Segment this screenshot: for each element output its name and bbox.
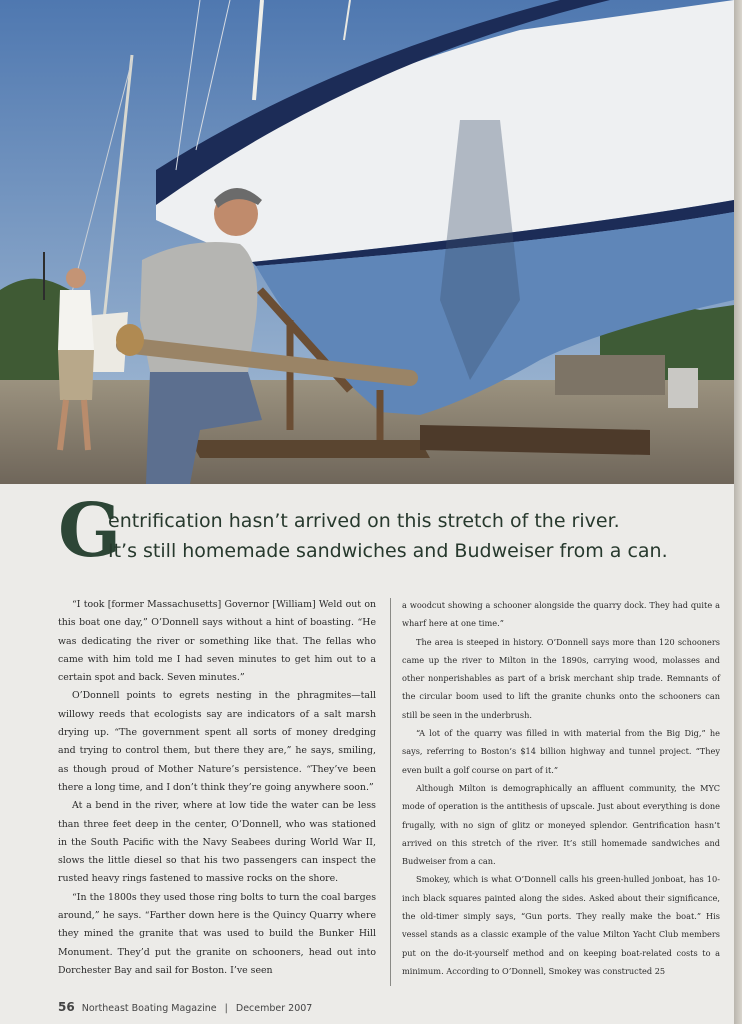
page-number: 56 — [58, 1000, 75, 1014]
paragraph: Although Milton is demographically an affluent community, the MYC mode of operation is the antithesis of upscale. Just about everything is done frugally, with no sign of glitz or moneyed splendor. Gentrification hasn’t arrived on this stretch of the river. It’s still homemade sandwiches and Budweiser from a can. — [402, 782, 720, 867]
second-man-leg — [84, 400, 88, 450]
boat-photo — [0, 0, 734, 484]
background-chair — [668, 368, 698, 408]
column-divider — [390, 598, 391, 986]
issue-date: December 2007 — [235, 1003, 313, 1014]
page-footer — [58, 1000, 312, 1014]
paragraph: Smokey, which is what O’Donnell calls his green-hulled jonboat, has 10-inch black squares painted along the sides. Asked about their significance, the old-timer simply says, “Gun ports. They really make the boat.” His vessel stands as a classic example of the value Milton Yacht Club members put on the do-it-yourself method and on keeping boat-related costs to a minimum. According to O’Donnell, Smokey was constructed 25 — [402, 874, 720, 976]
paragraph: “I took [former Massachusetts] Governor [William] Weld out on this boat one day,” O’Donnell says without a hint of boasting. “He was dedicating the river or something like that. The fellas who came with him told me I had seven minutes to get him out to a certain spot and back. Seven minutes.” — [58, 599, 376, 684]
pull-quote — [58, 488, 718, 580]
magazine-name: Northeast Boating Magazine — [81, 1003, 217, 1014]
background-vehicle — [555, 355, 665, 395]
paragraph: “In the 1800s they used those ring bolts to turn the coal barges around,” he says. “Farther down here is the Quincy Quarry where they mined the granite that was used to build the Bunker Hill Monument. They’d put the granite on schooners, head out into Dorchester Bay and sail for Boston. I’ve seen — [58, 891, 376, 976]
cradle-base — [190, 440, 430, 458]
paragraph: At a bend in the river, where at low tide the water can be less than three feet deep in the center, O’Donnell, who was stationed in the South Pacific with the Navy Seabees during World War II, slows the little diesel so that his two passengers can inspect the rusted heavy rings fastened to massive rocks on the shore. — [58, 800, 376, 885]
paragraph: a woodcut showing a schooner alongside the quarry dock. They had quite a wharf here at one time.” — [402, 600, 720, 629]
article-column-left — [58, 596, 376, 980]
paragraph: “A lot of the quarry was filled in with material from the Big Dig,” he says, referring to Boston’s $14 billion highway and tunnel project. “They even built a golf course on part of it.” — [402, 728, 720, 775]
pull-quote-line-1: entrification hasn’t arrived on this stretch of the river. — [108, 510, 620, 532]
man-glove — [116, 324, 144, 356]
boat-photo-illustration — [0, 0, 734, 484]
footer-separator: | — [224, 1003, 228, 1014]
cradle-runner — [420, 425, 650, 455]
second-man-head — [66, 268, 86, 288]
paragraph: O’Donnell points to egrets nesting in the phragmites—tall willowy reeds that ecologists say are indicators of a salt marsh drying up. “The government spent all sorts of money dredging and trying to control them, but there they are,” he says, smiling, as though proud of Mother Nature’s persistence. “They’ve been there a long time, and I don’t think they’re going anywhere soon.” — [58, 690, 376, 793]
pull-quote-dropcap: G — [58, 488, 122, 574]
article-column-right — [402, 596, 720, 980]
page-gutter-edge — [734, 0, 742, 1024]
pull-quote-line-2: It’s still homemade sandwiches and Budweiser from a can. — [108, 540, 668, 562]
second-man-shirt — [58, 290, 94, 350]
paragraph: The area is steeped in history. O’Donnell says more than 120 schooners came up the river to Milton in the 1890s, carrying wood, molasses and other nonperishables as part of a brisk merchant ship trade. Remnants of the circular boom used to lift the granite chunks onto the schooners can still be seen in the underbrush. — [402, 636, 720, 720]
second-man-shorts — [58, 350, 94, 400]
